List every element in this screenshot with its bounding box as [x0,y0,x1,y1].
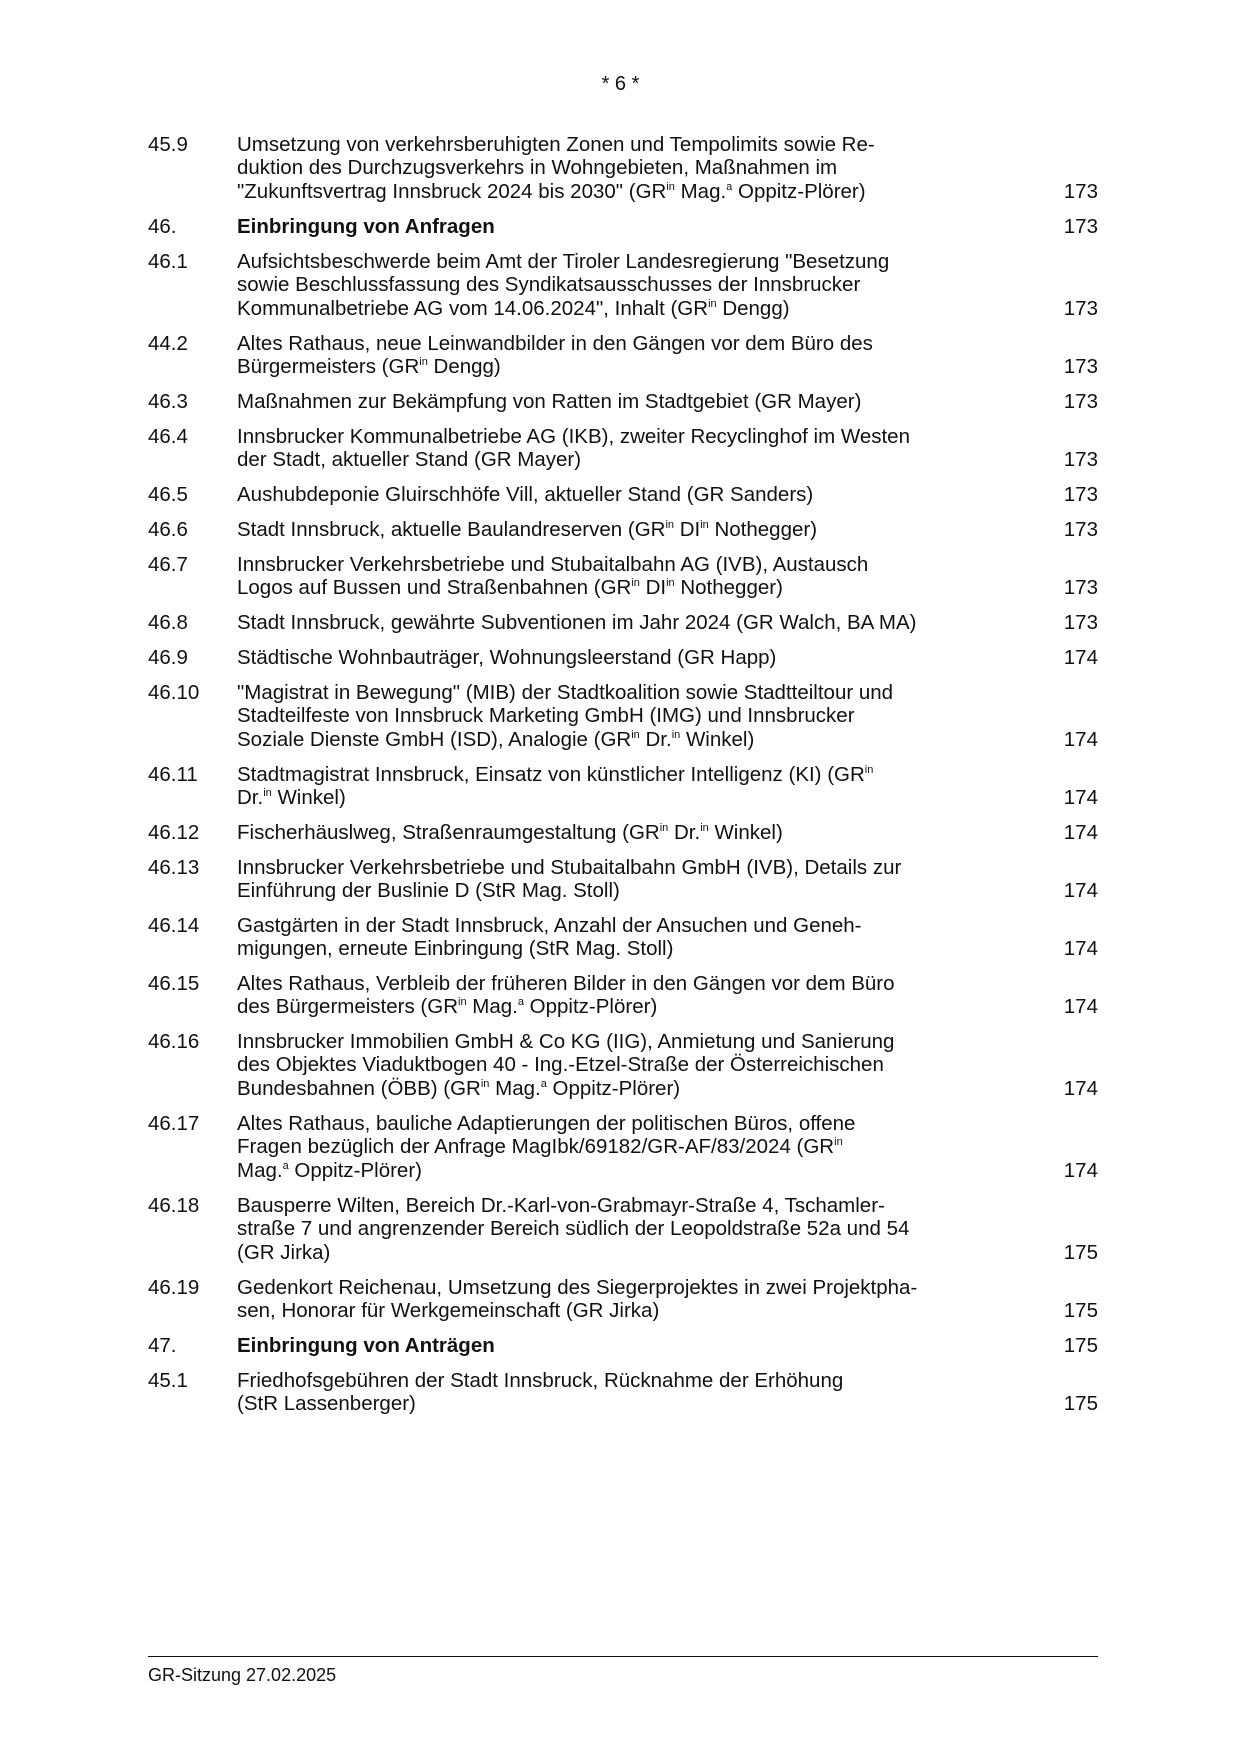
toc-entry [148,483,1098,506]
toc-entry-title [237,1194,1007,1264]
toc-entry-page: 175 [1063,1299,1098,1323]
superscript: in [458,996,467,1009]
toc-entry-number: 45.9 [148,133,188,156]
toc-entry-title-line [237,425,1007,448]
superscript: in [666,577,675,590]
toc-entry [148,1030,1098,1100]
toc-entry-number: 47. [148,1334,177,1357]
superscript: in [631,577,640,590]
toc-entry-title-line [237,914,1007,937]
toc-entry [148,133,1098,203]
text-segment: Nothegger) [674,576,783,600]
toc-entry-title-line [237,448,1007,471]
superscript: in [671,728,681,741]
toc-entry-page: 173 [1063,482,1098,506]
toc-entry-page: 173 [1063,355,1098,379]
text-segment: Dr. [668,821,701,844]
toc-entry-title-line [237,1053,1007,1076]
toc-entry-title [237,821,1007,844]
toc-entry-title [237,1369,1007,1416]
toc-entry-title-line [237,728,1007,751]
text-segment: Oppitz-Plörer) [288,1158,422,1182]
text-segment: Innsbrucker Immobilien GmbH & Co KG (IIG), Anmietung und Sanierung [237,1030,895,1053]
toc-entry-page: 175 [1063,1333,1098,1357]
text-segment: Altes Rathaus, bauliche Adaptierungen der politischen Büros, offene [237,1112,856,1135]
text-segment: DI [674,518,701,541]
toc-entry-title-line [237,297,1007,320]
superscript: a [282,1159,289,1172]
text-segment: Oppitz-Plörer) [546,1076,681,1100]
text-segment: Altes Rathaus, Verbleib der früheren Bilder in den Gängen vor dem Büro [237,972,895,995]
toc-entry-number: 46.1 [148,250,188,273]
superscript: in [864,764,874,776]
toc-entry-title-line [237,483,1007,506]
text-segment: duktion des Durchzugsverkehrs in Wohngebieten, Maßnahmen im [237,156,838,180]
toc-entry-title [237,332,1007,379]
toc-entry-page: 174 [1063,879,1098,903]
text-segment: Fischerhäuslweg, Straßenraumgestaltung (GR [237,821,660,844]
toc-entry-title-line [237,133,1007,156]
toc-entry-title-line [237,646,1007,669]
toc-entry-number: 46.12 [148,821,200,844]
toc-entry [148,553,1098,600]
toc-entry-title [237,133,1007,203]
toc-entry-title [237,425,1007,472]
text-segment: Maßnahmen zur Bekämpfung von Ratten im Stadtgebiet (GR Mayer) [237,390,862,413]
text-segment: DI [639,576,667,600]
text-segment: sowie Beschlussfassung des Syndikatsausschusses der Innsbrucker [237,273,861,297]
toc-entry [148,646,1098,669]
toc-entry-title [237,681,1007,751]
toc-section-heading [148,215,1098,238]
toc-entry-title [237,611,1007,634]
toc-entry-title-line [237,1369,1007,1392]
text-segment: "Magistrat in Bewegung" (MIB) der Stadtkoalition sowie Stadtteiltour und [237,681,894,704]
toc-entry [148,1112,1098,1182]
superscript: in [834,1136,843,1149]
toc-entry-title-line [237,273,1007,296]
text-segment: Oppitz-Plörer) [732,179,866,203]
toc-entry [148,611,1098,634]
text-segment: Bausperre Wilten, Bereich Dr.-Karl-von-Grabmayr-Straße 4, Tschamler- [237,1194,885,1217]
toc-entry-page: 173 [1063,517,1098,541]
superscript: a [540,1077,547,1090]
toc-entry-title-line [237,518,1007,541]
toc-entry [148,1194,1098,1264]
text-segment: Dengg) [716,296,790,320]
footer-divider [148,1656,1098,1657]
toc-entry-title [237,1112,1007,1182]
toc-entry-title [237,646,1007,669]
toc-entry-page: 173 [1063,448,1098,472]
toc-entry-number: 46.17 [148,1112,200,1135]
text-segment: Innsbrucker Verkehrsbetriebe und Stubaitalbahn AG (IVB), Austausch [237,553,869,576]
superscript: in [659,822,669,834]
toc-entry-page: 174 [1063,727,1098,751]
text-segment: Innsbrucker Kommunalbetriebe AG (IKB), zweiter Recyclinghof im Westen [237,425,910,448]
text-segment: (GR Jirka) [237,1240,331,1264]
text-segment: (StR Lassenberger) [237,1392,416,1416]
superscript: a [726,180,733,193]
toc-entry-title-line [237,856,1007,879]
toc-entry-title-line [237,1217,1007,1240]
toc-entry-title-line [237,937,1007,960]
toc-entry [148,332,1098,379]
toc-entry-title-line [237,576,1007,599]
toc-entry-title [237,215,1007,238]
toc-entry-number: 46.5 [148,483,188,506]
text-segment: Stadt Innsbruck, aktuelle Baulandreserven (GR [237,518,666,541]
toc-entry-title [237,856,1007,903]
text-segment: Soziale Dienste GmbH (ISD), Analogie (GR [237,727,632,751]
text-segment: Nothegger) [708,518,818,541]
text-segment: Winkel) [708,821,783,844]
toc-entry-title-line [237,332,1007,355]
toc-entry-page: 174 [1063,786,1098,810]
toc-entry [148,763,1098,810]
text-segment: Mag. [674,179,727,203]
text-segment: Bürgermeisters (GR [237,355,420,379]
text-segment: Innsbrucker Verkehrsbetriebe und Stubaitalbahn GmbH (IVB), Details zur [237,856,902,879]
toc-entry-page: 173 [1063,179,1098,203]
toc-entry-title-line [237,1392,1007,1415]
toc-entry-title-line [237,681,1007,704]
text-segment: Einbringung von Anträgen [237,1334,495,1357]
toc-entry-title-line [237,1241,1007,1264]
superscript: in [708,297,717,310]
toc-entry-page: 174 [1063,645,1098,669]
superscript: in [480,1077,490,1090]
toc-entry-title [237,1276,1007,1323]
toc-entry-number: 46.9 [148,646,188,669]
toc-entry-title-line [237,215,1007,238]
toc-entry-number: 46.15 [148,972,200,995]
toc-entry-number: 45.1 [148,1369,188,1392]
toc-entry [148,1276,1098,1323]
toc-entry-title-line [237,972,1007,995]
toc-entry-title [237,763,1007,810]
toc-entry-title-line [237,355,1007,378]
toc-entry-number: 46.8 [148,611,188,634]
page-number: * 6 * [601,73,640,95]
toc-entry-number: 46.7 [148,553,188,576]
toc-entry-title [237,390,1007,413]
text-segment: migungen, erneute Einbringung (StR Mag. Stoll) [237,937,674,961]
toc-entry-page: 174 [1063,1158,1098,1182]
text-segment: Bundesbahnen (ÖBB) (GR [237,1076,481,1100]
superscript: a [517,996,524,1009]
text-segment: Dr. [639,727,672,751]
toc-entry-title-line [237,704,1007,727]
toc-entry-number: 46.10 [148,681,200,704]
text-segment: Stadteilfeste von Innsbruck Marketing GmbH (IMG) und Innsbrucker [237,704,855,728]
toc-entry-number: 46.3 [148,390,188,413]
footer-session-date: GR-Sitzung 27.02.2025 [148,1665,337,1685]
toc-entry-title-line [237,995,1007,1018]
toc-entry-number: 46.18 [148,1194,200,1217]
superscript: in [666,180,675,193]
text-segment: des Bürgermeisters (GR [237,995,459,1019]
text-segment: Altes Rathaus, neue Leinwandbilder in den Gängen vor dem Büro des [237,332,873,355]
toc-entry-page: 173 [1063,389,1098,413]
toc-entry-title-line [237,879,1007,902]
superscript: in [263,787,272,800]
toc-entry-title-line [237,1077,1007,1100]
superscript: in [700,822,709,834]
text-segment: Stadt Innsbruck, gewährte Subventionen im Jahr 2024 (GR Walch, BA MA) [237,611,917,634]
toc-entry-title-line [237,821,1007,844]
toc-entry-title [237,1030,1007,1100]
toc-entry [148,518,1098,541]
toc-entry-page: 174 [1063,995,1098,1019]
text-segment: Fragen bezüglich der Anfrage MagIbk/69182/GR-AF/83/2024 (GR [237,1135,835,1159]
superscript: in [419,356,428,369]
toc-entry-title-line [237,180,1007,203]
toc-entry-title [237,1334,1007,1357]
superscript: in [665,519,675,531]
text-segment: Dengg) [427,355,501,379]
toc-entry-title-line [237,156,1007,179]
toc-entry-title-line [237,1112,1007,1135]
toc-entry-number: 46.11 [148,763,198,786]
toc-entry [148,972,1098,1019]
text-segment: straße 7 und angrenzender Bereich südlich der Leopoldstraße 52a und 54 [237,1217,910,1241]
toc-entry-number: 46.16 [148,1030,200,1053]
text-segment: Einbringung von Anfragen [237,215,495,238]
toc-entry-title-line [237,1159,1007,1182]
toc-entry-page: 174 [1063,937,1098,961]
superscript: in [700,519,709,531]
text-segment: Mag. [237,1158,283,1182]
toc-entry-page: 175 [1063,1392,1098,1416]
toc-entry-page: 173 [1063,610,1098,634]
toc-entry-title-line [237,763,1007,786]
text-segment: Dr. [237,786,264,810]
toc-entry-number: 46.13 [148,856,200,879]
toc-entry [148,681,1098,751]
toc-entry-title-line [237,611,1007,634]
toc-entry-title-line [237,1030,1007,1053]
toc-entry-number: 44.2 [148,332,188,355]
text-segment: Stadtmagistrat Innsbruck, Einsatz von künstlicher Intelligenz (KI) (GR [237,763,865,786]
toc-entry-page: 174 [1063,1076,1098,1100]
text-segment: sen, Honorar für Werkgemeinschaft (GR Jirka) [237,1299,660,1323]
toc-entry-title [237,972,1007,1019]
toc-entry-title-line [237,390,1007,413]
toc-entry-number: 46.14 [148,914,200,937]
toc-entry-title [237,518,1007,541]
text-segment: Mag. [489,1076,541,1100]
text-segment: Logos auf Bussen und Straßenbahnen (GR [237,576,632,600]
toc-entry-page: 173 [1063,576,1098,600]
toc-entry-page: 173 [1063,296,1098,320]
toc-entry-title-line [237,250,1007,273]
toc-entry-page: 175 [1063,1240,1098,1264]
text-segment: Kommunalbetriebe AG vom 14.06.2024", Inhalt (GR [237,296,709,320]
text-segment: Einführung der Buslinie D (StR Mag. Stoll) [237,879,620,903]
toc-entry-title-line [237,1135,1007,1158]
toc-entry-number: 46.6 [148,518,188,541]
toc-entry-title [237,553,1007,600]
text-segment: Mag. [466,995,518,1019]
text-segment: Oppitz-Plörer) [523,995,658,1019]
text-segment: Gedenkort Reichenau, Umsetzung des Siegerprojektes in zwei Projektpha- [237,1276,918,1299]
toc-entry-number: 46.4 [148,425,188,448]
toc-entry [148,1369,1098,1416]
text-segment: Winkel) [271,786,346,810]
toc-entry-page: 173 [1063,214,1098,238]
toc-entry-number: 46. [148,215,177,238]
toc-entry-title-line [237,553,1007,576]
toc-entry [148,821,1098,844]
toc-entry-page: 174 [1063,820,1098,844]
text-segment: "Zukunftsvertrag Innsbruck 2024 bis 2030" (GR [237,179,667,203]
toc-entry-title [237,914,1007,961]
toc-entry-title-line [237,1299,1007,1322]
toc-entry-title-line [237,786,1007,809]
text-segment: Aufsichtsbeschwerde beim Amt der Tiroler Landesregierung "Besetzung [237,250,890,273]
superscript: in [631,728,640,741]
toc-entry [148,250,1098,320]
text-segment: Umsetzung von verkehrsberuhigten Zonen und Tempolimits sowie Re- [237,133,875,156]
text-segment: des Objektes Viaduktbogen 40 - Ing.-Etzel-Straße der Österreichischen [237,1053,884,1077]
text-segment: Winkel) [680,727,755,751]
toc-entry-number: 46.19 [148,1276,200,1299]
text-segment: Aushubdeponie Gluirschhöfe Vill, aktueller Stand (GR Sanders) [237,483,814,506]
toc-entry [148,914,1098,961]
toc-entry-title-line [237,1194,1007,1217]
toc-entry [148,425,1098,472]
toc-entry [148,856,1098,903]
text-segment: der Stadt, aktueller Stand (GR Mayer) [237,448,582,472]
text-segment: Friedhofsgebühren der Stadt Innsbruck, Rücknahme der Erhöhung [237,1369,844,1392]
toc-entry-title-line [237,1276,1007,1299]
toc-entry-title [237,250,1007,320]
toc-section-heading [148,1334,1098,1357]
text-segment: Gastgärten in der Stadt Innsbruck, Anzahl der Ansuchen und Geneh- [237,914,862,937]
text-segment: Städtische Wohnbauträger, Wohnungsleerstand (GR Happ) [237,646,777,669]
toc-entry-title [237,483,1007,506]
toc-entry [148,390,1098,413]
toc-entry-title-line [237,1334,1007,1357]
